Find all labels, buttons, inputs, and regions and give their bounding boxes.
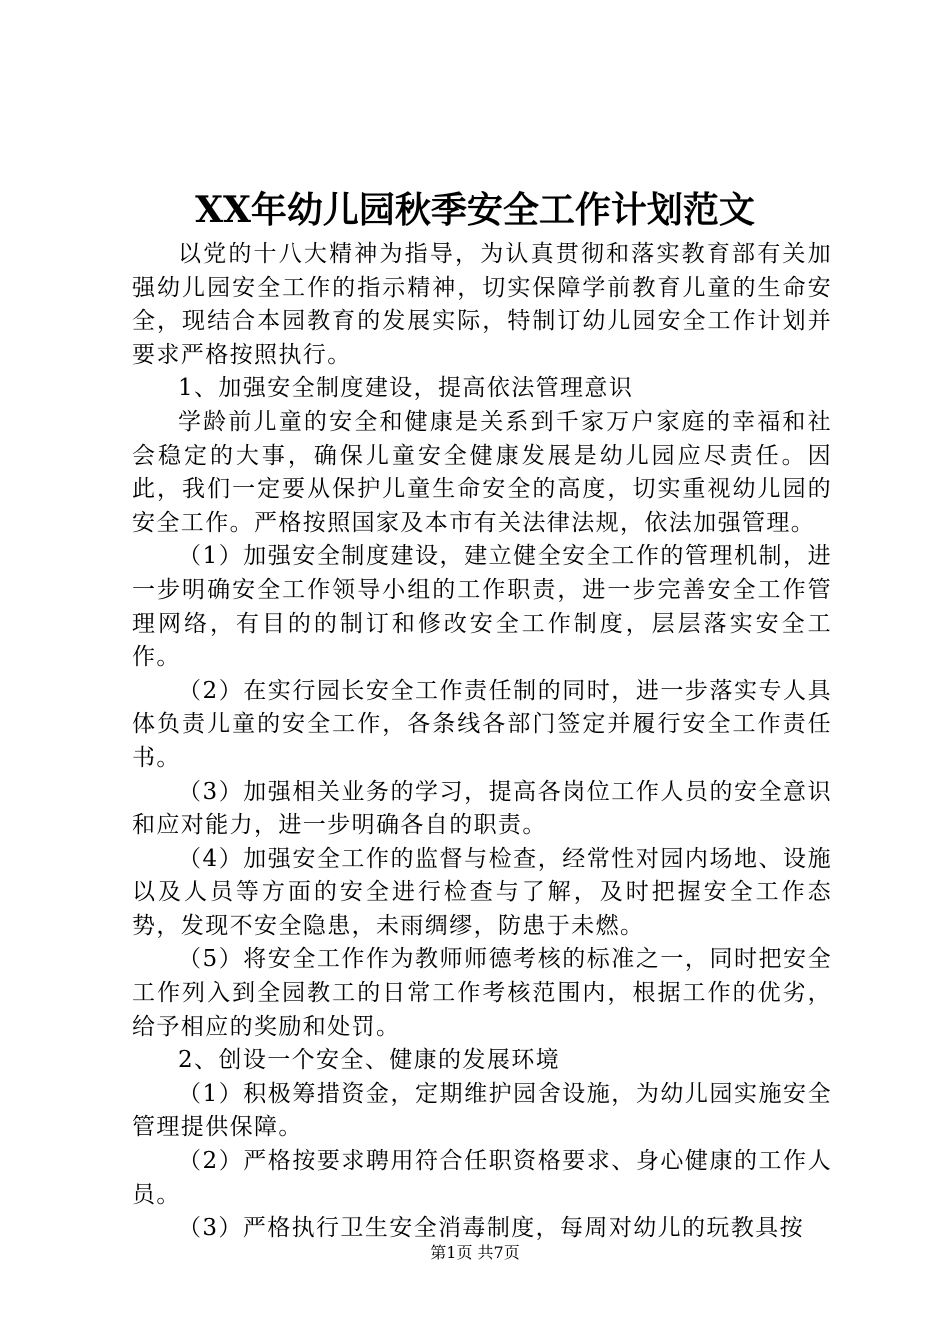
list-item: （5）将安全工作作为教师师德考核的标准之一，同时把安全工作列入到全园教工的日常工作考核范围内，根据工作的优劣，给予相应的奖励和处罚。 <box>132 946 832 1040</box>
paragraph-intro: 以党的十八大精神为指导，为认真贯彻和落实教育部有关加强幼儿园安全工作的指示精神，切实保障学前教育儿童的生命安全，现结合本园教育的发展实际，特制订幼儿园安全工作计划并要求严格按照执行。 <box>132 241 832 368</box>
section-heading-1: 1、加强安全制度建设，提高依法管理意识 <box>178 375 634 402</box>
section-heading-2: 2、创设一个安全、健康的发展环境 <box>178 1047 561 1074</box>
document-body <box>132 238 832 1246</box>
list-item: （2）严格按要求聘用符合任职资格要求、身心健康的工作人员。 <box>132 1148 832 1208</box>
page-footer: 第1页 共7页 <box>430 1243 520 1262</box>
document-title: XX年幼儿园秋季安全工作计划范文 <box>195 189 755 231</box>
list-item: （3）加强相关业务的学习，提高各岗位工作人员的安全意识和应对能力，进一步明确各自的职责。 <box>132 778 832 839</box>
paragraph: 学龄前儿童的安全和健康是关系到千家万户家庭的幸福和社会稳定的大事，确保儿童安全健康发展是幼儿园应尽责任。因此，我们一定要从保护儿童生命安全的高度，切实重视幼儿园的安全工作。严格按照国家及本市有关法律法规，依法加强管理。 <box>132 408 832 536</box>
list-item: （3）严格执行卫生安全消毒制度，每周对幼儿的玩教具按 <box>178 1215 805 1242</box>
list-item: （1）积极筹措资金，定期维护园舍设施，为幼儿园实施安全管理提供保障。 <box>132 1080 832 1141</box>
list-item: （1）加强安全制度建设，建立健全安全工作的管理机制，进一步明确安全工作领导小组的工作职责，进一步完善安全工作管理网络，有目的的制订和修改安全工作制度，层层落实安全工作。 <box>132 543 832 671</box>
list-item: （2）在实行园长安全工作责任制的同时，进一步落实专人具体负责儿童的安全工作，各条线各部门签定并履行安全工作责任书。 <box>132 677 832 771</box>
list-item: （4）加强安全工作的监督与检查，经常性对园内场地、设施以及人员等方面的安全进行检查与了解，及时把握安全工作态势，发现不安全隐患，未雨绸缪，防患于未燃。 <box>132 845 832 939</box>
